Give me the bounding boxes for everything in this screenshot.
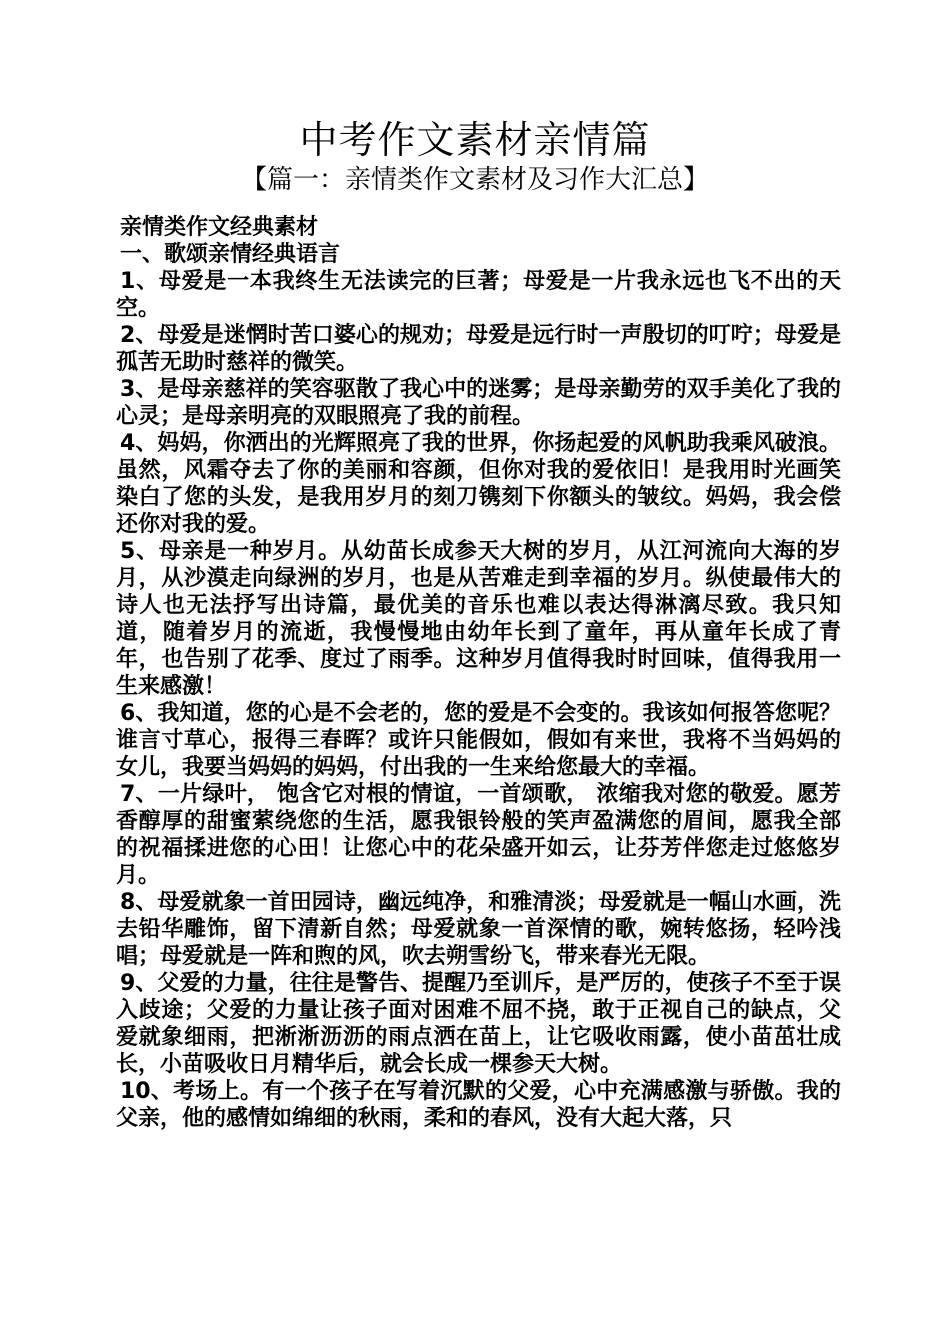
document-subtitle: 【篇一：亲情类作文素材及习作大汇总】: [240, 165, 709, 195]
paragraph-3: 3、是母亲慈祥的笑容驱散了我心中的迷雾；是母亲勤劳的双手美化了我的心灵；是母亲明亮的双眼照亮了我的前程。: [116, 377, 841, 429]
paragraph-10: 10、考场上。有一个孩子在写着沉默的父爱，心中充满感激与骄傲。我的父亲，他的感情如绵细的秋雨，柔和的春风，没有大起大落，只: [116, 1079, 841, 1131]
document-title: 中考作文素材亲情篇: [299, 118, 651, 162]
section-heading: 亲情类作文经典素材: [120, 215, 319, 240]
paragraph-7: 7、一片绿叶， 饱含它对根的情谊，一首颂歌， 浓缩我对您的敬爱。愿芳香醇厚的甜蜜萦绕您的生活，愿我银铃般的笑声盈满您的眉间，愿我全部的祝福揉进您的心田！让您心中的花朵盛开如云，让芬芳伴您走过悠悠岁月。: [116, 782, 841, 888]
paragraph-1: 1、母爱是一本我终生无法读完的巨著；母爱是一片我永远也飞不出的天空。: [116, 269, 841, 321]
paragraph-8: 8、母爱就象一首田园诗，幽远纯净，和雅清淡；母爱就是一幅山水画，洗去铅华雕饰，留下清新自然；母爱就象一首深情的歌，婉转悠扬，轻吟浅唱；母爱就是一阵和煦的风，吹去朔雪纷飞，带来春光无限。: [116, 890, 841, 969]
document-body: [116, 214, 841, 1132]
paragraph-6: 6、我知道，您的心是不会老的，您的爱是不会变的。我该如何报答您呢？谁言寸草心，报得三春晖？或许只能假如，假如有来世，我将不当妈妈的女儿，我要当妈妈的妈妈，付出我的一生来给您最大的幸福。: [116, 701, 841, 780]
paragraph-4: 4、妈妈，你洒出的光辉照亮了我的世界，你扬起爱的风帆助我乘风破浪。虽然，风霜夺去了你的美丽和容颜，但你对我的爱依旧！是我用时光画笑染白了您的头发，是我用岁月的刻刀镌刻下你额头的皱纹。妈妈，我会偿还你对我的爱。: [116, 431, 841, 537]
paragraph-9: 9、父爱的力量，往往是警告、提醒乃至训斥，是严厉的，使孩子不至于误入歧途；父爱的力量让孩子面对困难不屈不挠，敢于正视自己的缺点，父爱就象细雨，把淅淅沥沥的雨点洒在苗上，让它吸收雨露，使小苗茁壮成长，小苗吸收日月精华后，就会长成一棵参天大树。: [116, 971, 841, 1077]
paragraph-2: 2、母爱是迷惘时苦口婆心的规劝；母爱是远行时一声殷切的叮咛；母爱是孤苦无助时慈祥的微笑。: [116, 323, 841, 375]
subsection-heading: 一、歌颂亲情经典语言: [120, 242, 341, 267]
paragraph-5: 5、母亲是一种岁月。从幼苗长成参天大树的岁月，从江河流向大海的岁月，从沙漠走向绿洲的岁月，也是从苦难走到幸福的岁月。纵使最伟大的诗人也无法抒写出诗篇，最优美的音乐也难以表达得淋漓尽致。我只知道，随着岁月的流逝，我慢慢地由幼年长到了童年，再从童年长成了青年，也告别了花季、度过了雨季。这种岁月值得我时时回味，值得我用一生来感激！: [116, 539, 841, 699]
